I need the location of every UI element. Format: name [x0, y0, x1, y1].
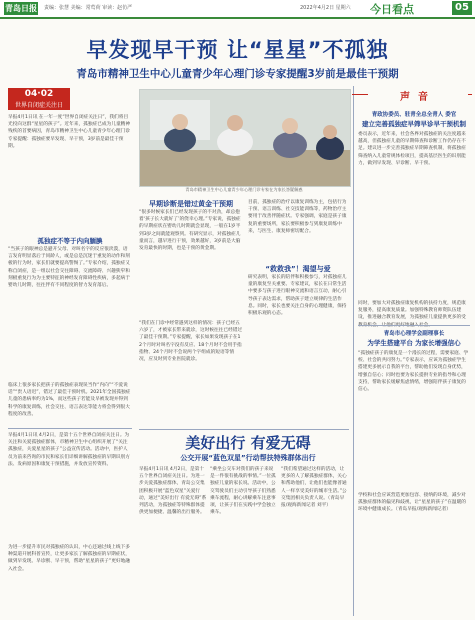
- issue-date: 2022年4月2日 星期六: [300, 5, 351, 11]
- middle-text-4: 研究表明，家长的陪伴和积极参与，对孤独症儿童的康复至关重要。专家建议，家长在日常生活中要多与孩子进行眼神交流和语言互动，耐心引导孩子表达需求，帮助孩子建立规律的生活作息。同时，家长也要关注自身的心理健康，保持积极乐观的心态。: [248, 275, 347, 317]
- right-title-3: 青岛市心理学会副理事长: [383, 331, 445, 337]
- right-text-4: 学校和社会应该营造更加包容、接纳的环境，减少对孤独症群体的偏见和歧视，让“星星的孩子”在温暖的环境中健康成长。（青岛早报/观海新闻记者）: [358, 493, 466, 513]
- main-headline: 早发现早干预 让“星星”不孤独: [86, 38, 389, 62]
- column-date: 04·02: [24, 89, 54, 99]
- photo-illustration: [140, 90, 350, 186]
- newspaper-logo: 青岛日报: [5, 4, 37, 13]
- right-title-2: 建立完善孤独症早筛早诊早干预机制: [362, 120, 466, 128]
- left-section-text-4: 为进一步提升市民对孤独症的认识，中心还通过线上线下多种渠道开展科普宣传，让更多家长了解孤独症的早期症状，做到早发现、早诊断、早干预，帮助“星星的孩子”更好地融入社会。: [8, 545, 131, 572]
- bottom-divider: [139, 429, 349, 430]
- left-section-text-2: 临床上很多家长把孩子的孤独症表现误当作“内向”“不爱说话”“贵人语迟”，错过了最佳干预时机。2021年全国孤独症儿童的患病率约为1%，而这些孩子若能及早被发现并得到科学的康复训练，社会交往、语言表达等能力将会得到很大程度的改善。: [8, 383, 131, 417]
- bottom-text-2: “乘坐公交车对我们的孩子来说是一件很有挑战的事情。”一位孤独症儿童的家长说。活动中，公交驾驶员们主动引导孩子们熟悉乘车流程，耐心讲解乘车注意事项，让孩子们在实践中学会独立乘车。: [210, 467, 276, 516]
- left-section-text-1: “当孩子的眼神总是避开父母、对叫名字的反应很淡漠，语言发育明显落后于同龄人，或是总是沉迷于重复的动作和刻板的行为时，家长们就要提高警惕了。”专家介绍，孤独症又称自闭症，是一组以社会交往障碍、交流障碍、兴趣狭窄和刻板重复行为为主要特征的神经发育障碍性疾病，多起病于婴幼儿时期，往往伴有不同程度的智力发育落后。: [8, 247, 130, 289]
- article-photo: [139, 89, 351, 187]
- middle-section-title-2: “救救我”！渴望与爱: [265, 265, 331, 273]
- column-badge: [8, 88, 70, 110]
- photo-caption: 青岛市精神卫生中心儿童青少年心理门诊专家在为家长答疑解惑: [185, 187, 303, 192]
- right-column-rule: [353, 86, 354, 616]
- page-number: 05: [452, 1, 472, 15]
- middle-text-2: “我们在门诊中经常遇到这样的情况：孩子已经五六岁了，才被家长带来就诊，这时候往往已经错过了最佳干预期。”专家提醒，家长如果发现孩子在12个月时对叫名字没有反应、18个月时不会用手指指物、24个月时不会说两个字组成的短语等情况，应及时到专业医院就诊。: [139, 321, 243, 363]
- middle-section-title: 早期诊断是错过黄金干预期: [149, 200, 233, 208]
- middle-text-3: 目前，孤独症的治疗以康复训练为主，包括行为干预、语言训练、社交技能训练等，药物治疗主要用于改善伴随症状。专家强调，家庭是孩子康复的重要场所，家长要积极参与到康复训练中来，与医生、康复师密切配合。: [248, 200, 347, 234]
- right-title-4: 为学生搭建平台 为家长增强信心: [367, 339, 461, 347]
- bottom-headline: 美好出行 有爱无碍: [185, 434, 311, 452]
- bottom-subheadline: 公交开展“蓝色双星”行动帮扶特殊群体出行: [180, 454, 316, 462]
- voice-header: 声音: [368, 88, 468, 103]
- bottom-text-3: “我们希望通过这样的活动，让更多的人了解孤独症群体，关心和帮助他们，让他们也能像普通人一样享受美好的城市生活。”公交集团相关负责人说。（青岛早报/观海新闻记者 刘平）: [281, 467, 347, 509]
- main-subheadline: 青岛市精神卫生中心儿童青少年心理门诊专家提醒3岁前是最佳干预期: [76, 68, 399, 80]
- bottom-text-1: 早报4月1日讯 4月2日，是第十五个世界自闭症关注日。为进一步关爱孤独症群体，青岛公交集团积极开展“蓝色双星”关爱行动，通过“美好出行 有爱无碍”系列活动，为孤独症等特殊群体提供更加便捷、温馨的出行服务。: [139, 467, 207, 516]
- right-title-1: 青政协委员、驻青全总全青人 委官: [371, 112, 457, 118]
- section-title: 今日看点: [370, 3, 414, 16]
- right-text-2: 同时，要加大对孤独症康复机构的扶持力度，规范康复服务，提高康复质量。加强特殊教育师资队伍建设，推进融合教育发展，为孤独症儿童提供更多的受: [358, 301, 466, 321]
- right-text-1: 委员表示，近年来，社会各界对孤独症的关注度越来越高，但孤独症儿童的早期筛查和诊断工作仍存在不足。建议进一步完善孤独症早期筛查机制，将孤独症筛查纳入儿童常规体检项目，提高基层医生的识别能力，做到早发现、早诊断、早干预。: [358, 132, 466, 166]
- middle-text-1: “很多时候家长们已经发现孩子的不对劲，却总抱着‘孩子长大就好了’的侥幸心理。”专家说，孤独症的早期症状在婴幼儿时期就会显现，一般在1岁半到3岁之间就能观察到。有研究显示，对孤独症儿童而言，越早进行干预，效果越好，3岁前是大脑发育最快的时期，也是干预的黄金期。: [139, 210, 241, 252]
- left-divider: [8, 428, 132, 429]
- editor-info: 责编：张慧 美编：常莺荷 审读：赵仿严: [44, 5, 133, 11]
- right-text-3: “孤独症孩子的康复是一个漫长的过程，需要家庭、学校、社会的共同努力。”专家表示，应该为孤独症学生搭建更多展示自我的平台，帮助他们发现自身优势，增强自信心；同时也要为家长提供专业的指导和心理支持，帮助家长缓解焦虑情绪，增强陪伴孩子康复的信心。: [358, 351, 469, 393]
- right-divider: [358, 325, 470, 326]
- left-intro: 早报4月1日讯 在一年一度“世界自闭症关注日”，我们将目光投向这群“星星的孩子”。近年来，孤独症已成为儿童精神残疾的首要病因，青岛市精神卫生中心儿童青少年心理门诊专家提醒：孤独症要早发现、早干预，3岁前是最佳干预期。: [8, 115, 131, 149]
- column-name: 世界自闭症关注日: [14, 102, 63, 109]
- left-section-text-3: 早报4月1日讯 4月2日，是第十五个世界自闭症关注日。为关注和关爱孤独症群体，市精神卫生中心组织开展了“关注孤独症，关爱星星的孩子”公益宣传活动。活动中，医护人员为前来咨询的市民和家长们详细讲解孤独症的早期识别方法、发病原因和康复干预措施，并发放宣传资料。: [8, 433, 130, 467]
- left-section-title: 孤独症不等于内向腼腆: [37, 237, 103, 245]
